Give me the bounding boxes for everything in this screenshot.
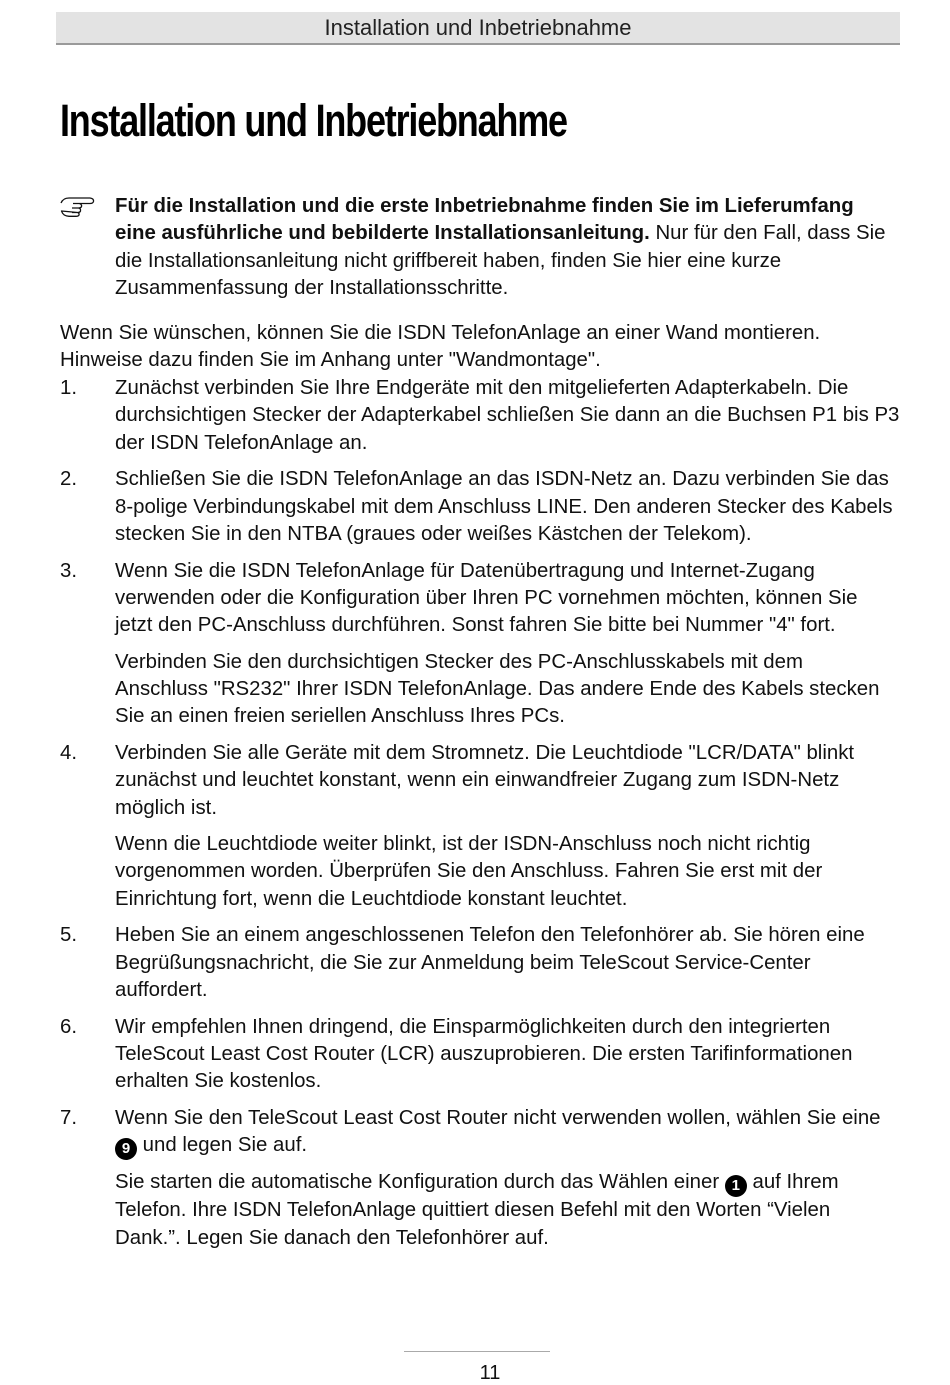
step-6 [60, 1014, 900, 1096]
step-2 [60, 466, 900, 548]
step-text: Heben Sie an einem angeschlossenen Telefon den Telefonhörer ab. Sie hören eine Begrüßungsnachricht, die Sie zur Anmeldung beim TeleScout Service-Center auffordert. [115, 924, 865, 1001]
step-number: 7. [60, 1107, 78, 1130]
step-text: Wenn Sie die ISDN TelefonAnlage für Datenübertragung und Internet-Zugang verwenden oder die Konfiguration über Ihren PC vornehmen möchten, können Sie jetzt den PC-Anschluss durchführen. Sonst fahren Sie bitte bei Nummer "4" fort. [115, 559, 858, 637]
page-number: 11 [479, 1362, 501, 1384]
note-regular-text: Nur für den Fall, dass Sie die Installationsanleitung nicht griffbereit haben, finden Sie hier eine kurze Zusammenfassung der Installationsschritte. [115, 222, 886, 299]
page-title: Installation und Inbetriebnahme [60, 95, 567, 146]
step-5 [60, 922, 900, 1004]
step-number: 3. [60, 559, 78, 582]
step-number: 4. [60, 742, 78, 765]
step-text-part: Sie starten die automatische Konfiguration durch das Wählen einer [115, 1171, 725, 1194]
step-number: 6. [60, 1015, 78, 1038]
step-text: Verbinden Sie alle Geräte mit dem Stromnetz. Die Leuchtdiode "LCR/DATA" blinkt zunächst und leuchtet konstant, wenn ein einwandfreier Zugang zum ISDN-Netz möglich ist. [115, 742, 855, 819]
step-text [115, 1105, 900, 1160]
installation-steps [60, 375, 900, 1262]
running-header: Installation und Inbetriebnahme [56, 12, 900, 45]
step-text-part: Wenn Sie den TeleScout Least Cost Router nicht verwenden wollen, wählen Sie eine [115, 1107, 881, 1130]
step-4 [60, 740, 900, 913]
step-text-continued: Wenn die Leuchtdiode weiter blinkt, ist der ISDN-Anschluss noch nicht richtig vorgenommen worden. Überprüfen Sie den Anschluss. Fahren Sie erst mit der Einrichtung fort, wenn die Leuchtdiode konstant leuchtet. [115, 832, 823, 910]
step-number: 5. [60, 924, 78, 947]
step-text: Wir empfehlen Ihnen dringend, die Einsparmöglichkeiten durch den integrierten TeleScout Least Cost Router (LCR) auszuprobieren. Die ersten Tarifinformationen erhalten Sie kostenlos. [115, 1015, 853, 1093]
step-text: Zunächst verbinden Sie Ihre Endgeräte mit den mitgelieferten Adapterkabeln. Die durchsichtigen Stecker der Adapterkabel schließen Sie dann an die Buchsen P1 bis P3 der ISDN TelefonAnlage an. [115, 377, 900, 454]
note-text [115, 193, 900, 302]
step-text-continued [115, 1169, 900, 1252]
keypad-1-icon: 1 [725, 1175, 747, 1197]
footer-divider [404, 1351, 550, 1352]
step-1 [60, 375, 900, 457]
installation-note [60, 193, 900, 302]
pointing-hand-icon [60, 195, 96, 217]
intro-paragraph: Wenn Sie wünschen, können Sie die ISDN TelefonAnlage an einer Wand montieren. Hinweise dazu finden Sie im Anhang unter "Wandmontage". [60, 322, 821, 372]
step-number: 2. [60, 468, 78, 491]
step-text: Schließen Sie die ISDN TelefonAnlage an das ISDN-Netz an. Dazu verbinden Sie das 8-polige Verbindungskabel mit dem Anschluss LINE. Den anderen Stecker des Kabels stecken Sie in den NTBA (graues oder weißes Kästchen der Telekom). [115, 468, 893, 545]
note-bold-text: Für die Installation und die erste Inbetriebnahme finden Sie im Lieferumfang eine ausführliche und bebilderte Installationsanleitung. [115, 195, 854, 245]
step-3 [60, 558, 900, 731]
step-7 [60, 1105, 900, 1252]
keypad-9-icon: 9 [115, 1138, 137, 1160]
step-text-part: und legen Sie auf. [137, 1134, 308, 1157]
step-number: 1. [60, 377, 78, 399]
step-text-part: auf Ihrem Telefon. Ihre ISDN TelefonAnlage quittiert diesen Befehl mit den Worten “Vielen Dank.”. Legen Sie danach den Telefonhörer auf. [115, 1171, 839, 1249]
step-text-continued: Verbinden Sie den durchsichtigen Stecker des PC-Anschlusskabels mit dem Anschluss "RS232" Ihrer ISDN TelefonAnlage. Das andere Ende des Kabels stecken Sie an einen freien seriellen Anschluss Ihres PCs. [115, 650, 880, 728]
